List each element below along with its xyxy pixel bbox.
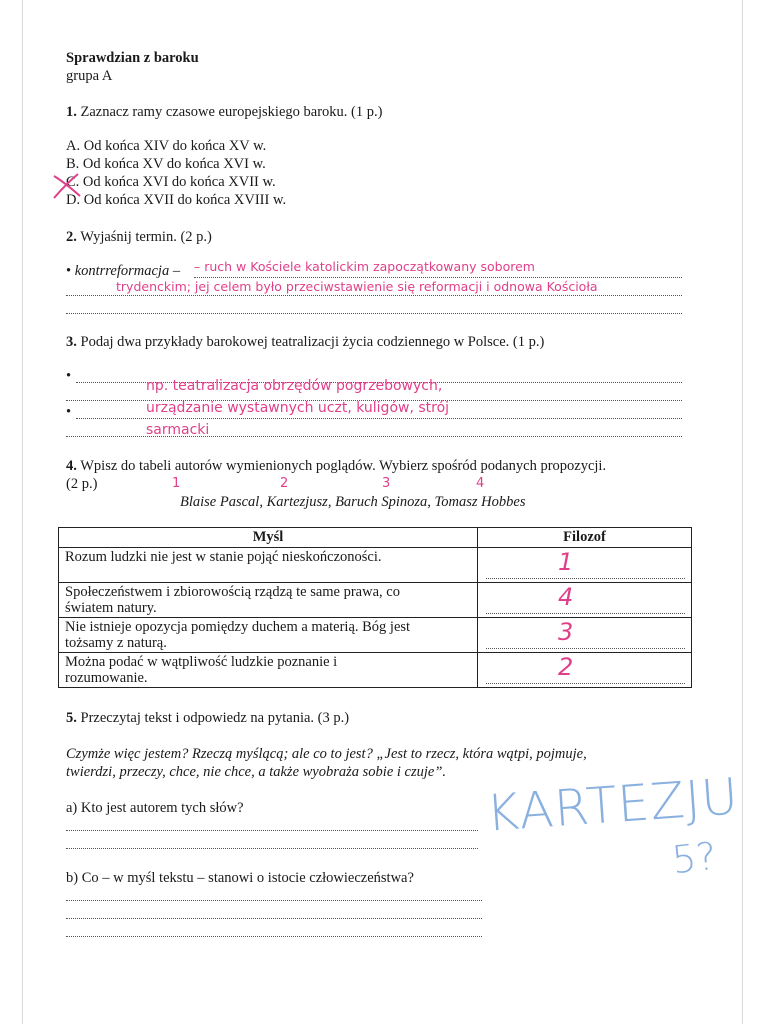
philosopher-answer: 4 <box>558 583 574 611</box>
handwritten-answer: KARTEZJU <box>484 767 741 843</box>
thinkers-table <box>58 527 692 688</box>
q2-prompt <box>66 229 212 246</box>
answer-cross-mark <box>50 170 84 202</box>
test-title: Sprawdzian z baroku <box>66 50 199 66</box>
q3-answer-line1: np. teatralizacja obrzędów pogrzebowych, <box>146 378 443 394</box>
q1-number: 1. <box>66 104 77 120</box>
q4-text-line2: (2 p.) <box>66 476 98 492</box>
table-row <box>59 653 692 688</box>
q5-text: Przeczytaj tekst i odpowiedz na pytania. (3 p.) <box>80 710 350 726</box>
thought-cell <box>59 653 478 688</box>
author-number-2: 2 <box>280 476 289 491</box>
q5-quote-line2: twierdzi, przeczy, chce, nie chce, a także wyobraża sobie i czuje”. <box>66 764 447 780</box>
q5-number: 5. <box>66 710 77 726</box>
test-group: grupa A <box>66 68 113 84</box>
q2-bullet: • <box>66 263 72 279</box>
q5-sub-b: b) Co – w myśl tekstu – stanowi o istocie człowieczeństwa? <box>66 870 414 886</box>
q4-authors-list: Blaise Pascal, Kartezjusz, Baruch Spinoza, Tomasz Hobbes <box>180 494 526 510</box>
author-number-4: 4 <box>476 476 485 491</box>
answer-line <box>66 313 682 314</box>
q2-text: Wyjaśnij termin. (2 p.) <box>80 229 212 245</box>
answer-line <box>66 936 482 937</box>
author-number-3: 3 <box>382 476 391 491</box>
philosopher-cell[interactable] <box>478 583 692 618</box>
thought-line: Społeczeństwem i zbiorowością rządzą te same prawa, co <box>65 584 400 600</box>
header-philosopher: Filozof <box>478 528 692 548</box>
thought-line: tożsamy z naturą. <box>65 635 167 651</box>
q5-prompt <box>66 710 349 727</box>
q3-prompt <box>66 334 544 351</box>
thought-cell <box>59 548 478 583</box>
table-row <box>59 548 692 583</box>
philosopher-cell[interactable] <box>478 618 692 653</box>
answer-line <box>486 613 685 614</box>
q1-text: Zaznacz ramy czasowe europejskiego baroku. (1 p.) <box>80 104 383 120</box>
answer-line <box>76 418 682 419</box>
q3-number: 3. <box>66 334 77 350</box>
q3-answer-line2: urządzanie wystawnych uczt, kuligów, strój <box>146 400 450 416</box>
thought-line: Można podać w wątpliwość ludzkie poznanie i <box>65 654 338 670</box>
q2-answer-line1: – ruch w Kościele katolickim zapoczątkowany soborem <box>194 259 535 274</box>
q1-prompt <box>66 104 382 121</box>
header-thought: Myśl <box>59 528 478 548</box>
q4-number: 4. <box>66 458 77 474</box>
q1-option-c[interactable]: C. Od końca XVI do końca XVII w. <box>66 174 276 190</box>
q4-text-line1: Wpisz do tabeli autorów wymienionych poglądów. Wybierz spośród podanych propozycji. <box>80 458 607 474</box>
answer-line <box>486 648 685 649</box>
thought-line: światem natury. <box>65 600 157 616</box>
q4-prompt <box>66 458 606 475</box>
philosopher-answer: 2 <box>558 653 574 681</box>
q2-term-line <box>66 263 180 280</box>
thought-line: Rozum ludzki nie jest w stanie pojąć nieskończoności. <box>65 549 382 565</box>
table-row <box>59 583 692 618</box>
q3-text: Podaj dwa przykłady barokowej teatralizacji życia codziennego w Polsce. (1 p.) <box>80 334 545 350</box>
answer-line <box>486 683 685 684</box>
thought-cell <box>59 618 478 653</box>
answer-line <box>66 295 682 296</box>
philosopher-answer: 1 <box>558 548 574 576</box>
q2-dash: – <box>172 263 181 279</box>
page-edge-left <box>22 0 23 1024</box>
philosopher-cell[interactable] <box>478 653 692 688</box>
q3-answer-line3: sarmacki <box>146 422 210 438</box>
thought-line: Nie istnieje opozycja pomiędzy duchem a materią. Bóg jest <box>65 619 411 635</box>
table-row <box>59 618 692 653</box>
table-header-row <box>59 528 692 548</box>
answer-line <box>486 578 685 579</box>
answer-line <box>66 830 478 831</box>
answer-line <box>66 848 478 849</box>
thought-line: rozumowanie. <box>65 670 148 686</box>
answer-line <box>194 277 682 278</box>
philosopher-answer: 3 <box>558 618 574 646</box>
answer-line <box>66 900 482 901</box>
thought-cell <box>59 583 478 618</box>
q5-quote-line1: Czymże więc jestem? Rzeczą myślącą; ale co to jest? „Jest to rzecz, która wątpi, pojmuje, <box>66 746 587 762</box>
page-edge-right <box>742 0 743 1024</box>
q1-option-a[interactable]: A. Od końca XIV do końca XV w. <box>66 138 267 154</box>
handwritten-score: 5? <box>669 833 719 883</box>
q2-answer-line2: trydenckim; jej celem było przeciwstawienie się reformacji i odnowa Kościoła <box>116 279 598 294</box>
q2-number: 2. <box>66 229 77 245</box>
philosopher-cell[interactable] <box>478 548 692 583</box>
q5-sub-a: a) Kto jest autorem tych słów? <box>66 800 244 816</box>
q1-option-b[interactable]: B. Od końca XV do końca XVI w. <box>66 156 266 172</box>
q3-bullet-2: • <box>66 404 72 420</box>
answer-line <box>66 918 482 919</box>
q1-option-d[interactable]: D. Od końca XVII do końca XVIII w. <box>66 192 287 208</box>
q2-term: kontrreformacja <box>74 263 170 279</box>
q3-bullet-1: • <box>66 368 72 384</box>
author-number-1: 1 <box>172 476 181 491</box>
